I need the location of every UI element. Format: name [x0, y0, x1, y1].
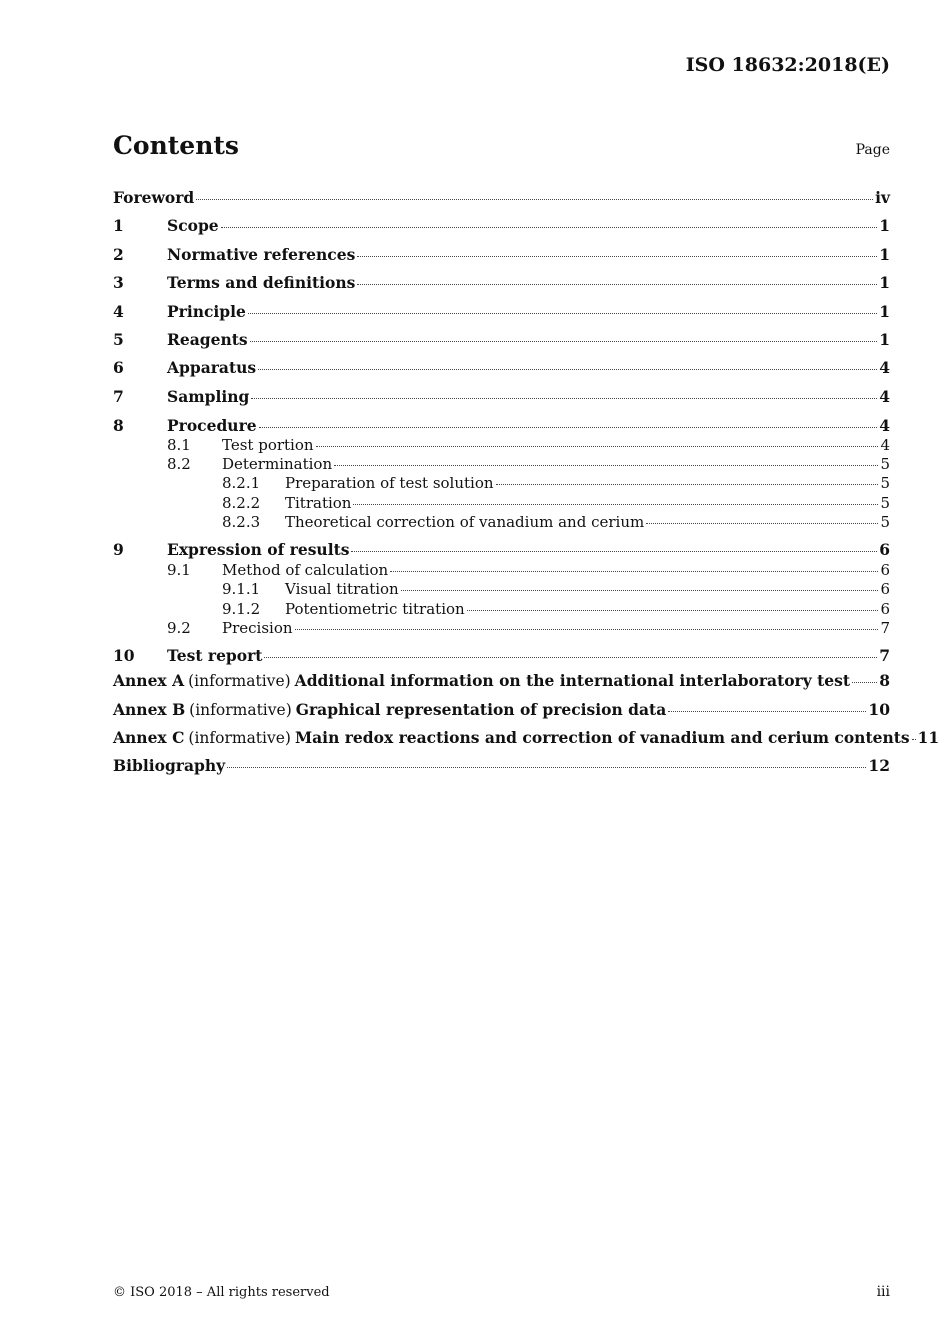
toc-entry-number: 9.1.1 — [222, 580, 261, 599]
dot-leader — [248, 313, 877, 314]
toc-entry-number: 10 — [113, 645, 135, 665]
contents-title: Contents — [113, 131, 240, 160]
toc-entry-page: 4 — [879, 358, 890, 378]
toc-entry-annex-b[interactable] — [113, 696, 890, 724]
toc-entry-preparation-of-test-solution[interactable] — [113, 474, 890, 493]
table-of-contents — [113, 184, 940, 781]
annex-label: Annex B — [113, 699, 186, 719]
dot-leader — [295, 629, 879, 630]
toc-entry-determination[interactable] — [113, 455, 890, 474]
dot-leader — [258, 369, 877, 370]
toc-entry-annex-a[interactable] — [113, 667, 890, 695]
dot-leader — [227, 767, 866, 768]
annex-type: (informative) — [188, 672, 291, 691]
toc-entry-page: 1 — [879, 329, 890, 349]
toc-entry-expression-of-results[interactable] — [113, 538, 890, 562]
toc-entry-title: Principle — [167, 301, 246, 321]
page-column-label: Page — [855, 142, 890, 158]
toc-entry-terms-and-definitions[interactable] — [113, 269, 890, 297]
toc-entry-page: 8 — [879, 671, 890, 691]
dot-leader — [646, 523, 878, 524]
toc-entry-page: 12 — [868, 756, 890, 776]
toc-entry-page: 4 — [879, 416, 890, 436]
toc-entry-title: Foreword — [113, 188, 195, 207]
toc-entry-title: Determination — [222, 455, 333, 474]
toc-entry-number: 9.1.2 — [222, 599, 261, 618]
toc-entry-page: 5 — [880, 493, 890, 512]
dot-leader — [221, 227, 878, 228]
toc-entry-title: Expression of results — [167, 539, 350, 559]
dot-leader — [390, 571, 878, 572]
toc-entry-test-report[interactable] — [113, 644, 890, 668]
toc-entry-number: 4 — [113, 301, 124, 321]
dot-leader — [496, 484, 879, 485]
annex-type: (informative) — [188, 728, 291, 747]
toc-entry-precision[interactable] — [113, 619, 890, 638]
page-number: iii — [876, 1284, 890, 1300]
annex-label: Annex A — [113, 671, 185, 691]
toc-entry-page: 6 — [880, 599, 890, 618]
toc-entry-annex-c[interactable] — [113, 724, 940, 752]
toc-entry-method-of-calculation[interactable] — [113, 561, 890, 580]
toc-entry-number: 1 — [113, 216, 124, 236]
toc-entry-title: Main redox reactions and correction of vanadium and cerium contents — [294, 727, 910, 747]
toc-entry-page: 4 — [879, 386, 890, 406]
toc-entry-title: Additional information on the international interlaboratory test — [294, 671, 851, 691]
toc-entry-number: 9.2 — [167, 619, 191, 638]
toc-entry-title: Potentiometric titration — [285, 599, 465, 618]
toc-entry-title: Apparatus — [167, 358, 257, 378]
toc-entry-page: 1 — [879, 301, 890, 321]
toc-entry-potentiometric-titration[interactable] — [113, 600, 890, 619]
toc-entry-title: Bibliography — [113, 756, 226, 776]
toc-entry-page: iv — [875, 188, 890, 207]
toc-entry-title: Test portion — [222, 435, 314, 454]
toc-entry-title: Terms and definitions — [167, 273, 356, 293]
dot-leader — [401, 590, 879, 591]
toc-entry-visual-titration[interactable] — [113, 580, 890, 599]
annex-label: Annex C — [113, 727, 185, 747]
toc-entry-apparatus[interactable] — [113, 354, 890, 382]
toc-entry-page: 5 — [880, 513, 890, 532]
toc-entry-theoretical-correction[interactable] — [113, 513, 890, 532]
dot-leader — [351, 551, 877, 552]
toc-entry-number: 6 — [113, 358, 124, 378]
dot-leader — [912, 739, 916, 740]
toc-entry-number: 8.2.3 — [222, 513, 261, 532]
toc-entry-title: Graphical representation of precision data — [295, 699, 667, 719]
toc-entry-title: Scope — [167, 216, 219, 236]
dot-leader — [196, 199, 873, 200]
toc-entry-sampling[interactable] — [113, 383, 890, 411]
toc-entry-title: Visual titration — [285, 580, 399, 599]
toc-entry-title: Method of calculation — [222, 561, 389, 580]
toc-entry-page: 1 — [879, 216, 890, 236]
toc-entry-title: Reagents — [167, 329, 248, 349]
toc-entry-page: 6 — [879, 539, 890, 559]
dot-leader — [467, 610, 879, 611]
toc-entry-page: 5 — [880, 474, 890, 493]
toc-entry-title: Precision — [222, 619, 293, 638]
document-id: ISO 18632:2018(E) — [685, 54, 890, 76]
toc-entry-page: 7 — [879, 645, 890, 665]
toc-entry-title: Preparation of test solution — [285, 474, 494, 493]
dot-leader — [259, 427, 878, 428]
toc-entry-title: Theoretical correction of vanadium and cerium — [285, 513, 645, 532]
toc-entry-number: 9.1 — [167, 561, 191, 580]
toc-entry-page: 4 — [880, 435, 890, 454]
dot-leader — [852, 682, 877, 683]
dot-leader — [264, 657, 877, 658]
toc-entry-title: Normative references — [167, 244, 356, 264]
toc-entry-title: Procedure — [167, 416, 257, 436]
toc-entry-number: 8.2.2 — [222, 493, 261, 512]
toc-entry-page: 7 — [880, 619, 890, 638]
toc-entry-number: 8.1 — [167, 435, 191, 454]
toc-entry-test-portion[interactable] — [113, 436, 890, 455]
toc-entry-page: 11 — [917, 727, 940, 747]
toc-entry-number: 7 — [113, 386, 124, 406]
toc-entry-page: 1 — [879, 244, 890, 264]
toc-entry-number: 8.2 — [167, 455, 191, 474]
toc-entry-number: 2 — [113, 244, 124, 264]
toc-entry-number: 3 — [113, 273, 124, 293]
toc-entry-page: 5 — [880, 455, 890, 474]
toc-entry-number: 9 — [113, 539, 124, 559]
toc-entry-title: Sampling — [167, 386, 250, 406]
dot-leader — [357, 256, 877, 257]
toc-entry-page: 1 — [879, 273, 890, 293]
toc-entry-bibliography[interactable] — [113, 752, 890, 780]
annex-type: (informative) — [189, 700, 292, 719]
toc-entry-principle[interactable] — [113, 298, 890, 326]
toc-entry-titration[interactable] — [113, 494, 890, 513]
toc-entry-number: 5 — [113, 329, 124, 349]
toc-entry-scope[interactable] — [113, 212, 890, 240]
dot-leader — [334, 465, 878, 466]
toc-entry-number: 8 — [113, 416, 124, 436]
toc-entry-title: Test report — [167, 645, 263, 665]
toc-entry-page: 6 — [880, 561, 890, 580]
toc-entry-page: 10 — [868, 699, 890, 719]
dot-leader — [668, 711, 866, 712]
dot-leader — [353, 504, 878, 505]
copyright-notice: © ISO 2018 – All rights reserved — [113, 1285, 330, 1300]
toc-entry-page: 6 — [880, 580, 890, 599]
toc-entry-title: Titration — [285, 493, 352, 512]
toc-entry-foreword[interactable] — [113, 184, 890, 212]
toc-entry-reagents[interactable] — [113, 326, 890, 354]
toc-entry-normative-references[interactable] — [113, 241, 890, 269]
dot-leader — [250, 341, 878, 342]
dot-leader — [357, 284, 877, 285]
dot-leader — [316, 446, 879, 447]
toc-entry-number: 8.2.1 — [222, 474, 261, 493]
toc-entry-procedure[interactable] — [113, 416, 890, 436]
dot-leader — [251, 398, 877, 399]
